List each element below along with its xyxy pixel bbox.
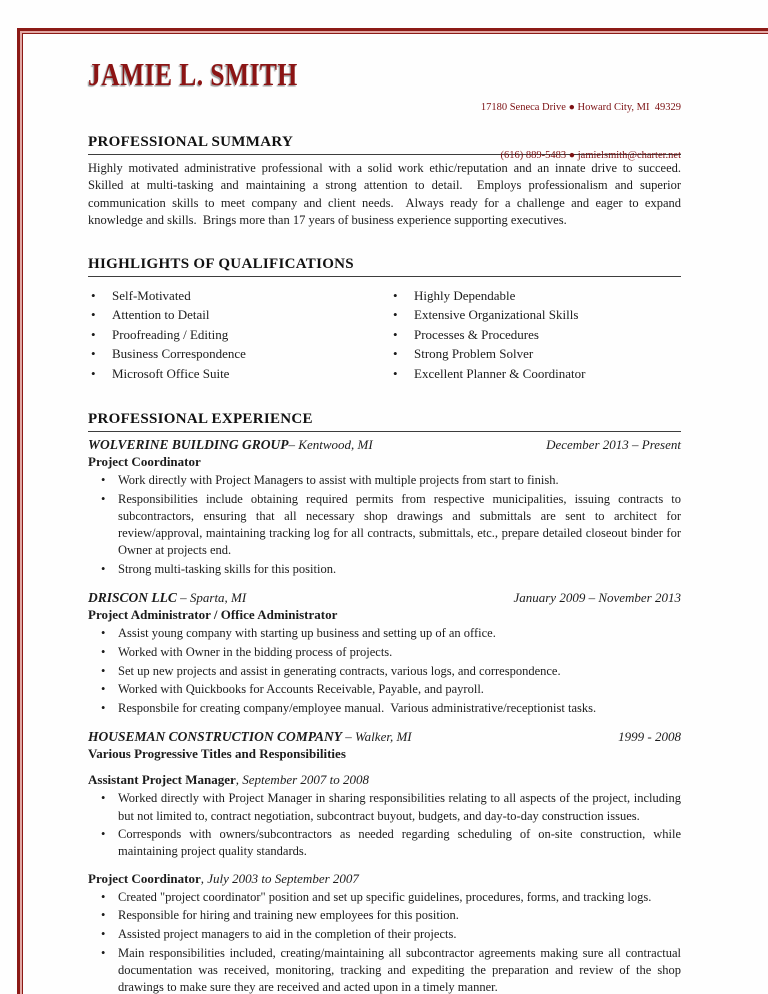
role-assistant-project-manager bbox=[88, 771, 685, 860]
qualification-item: • Strong Problem Solver bbox=[390, 344, 681, 364]
bullet-item: • Worked with Owner in the bidding process of projects. bbox=[88, 644, 681, 661]
bullet-item: • Assist young company with starting up business and setting up of an office. bbox=[88, 625, 681, 642]
company-name: HOUSEMAN CONSTRUCTION COMPANY bbox=[88, 729, 343, 745]
bullet-item: • Strong multi-tasking skills for this position. bbox=[88, 561, 681, 578]
bullet-item: • Main responsibilities included, creating/maintaining all subcontractor agreements making sure all contractual documentation was received, monitoring, tracking and expediting the preparation and review of the shop drawings to make sure they are received and acted upon in a timely manner. bbox=[88, 945, 681, 994]
job-title: Various Progressive Titles and Responsibilities bbox=[88, 746, 346, 762]
bullet-item: • Worked with Quickbooks for Accounts Receivable, Payable, and payroll. bbox=[88, 681, 681, 698]
qualification-item: • Microsoft Office Suite bbox=[88, 364, 390, 384]
bullet-item: • Responsible for hiring and training new employees for this position. bbox=[88, 907, 681, 924]
bullet-item: • Worked directly with Project Manager in sharing responsibilities relating to all aspects of the project, including but not limited to, contract negotiation, subcontract buyout, budgets, and day-to-day construction issues. bbox=[88, 790, 681, 824]
qualification-item: • Highly Dependable bbox=[390, 286, 681, 306]
job-header-line bbox=[88, 728, 681, 745]
qualifications-right-list bbox=[390, 286, 681, 384]
experience-heading: PROFESSIONAL EXPERIENCE bbox=[88, 411, 681, 432]
job-bullet-list bbox=[88, 472, 685, 578]
job-title: Project Administrator / Office Administrator bbox=[88, 607, 338, 623]
company-name: WOLVERINE BUILDING GROUP bbox=[88, 437, 289, 453]
company-location: – Sparta, MI bbox=[176, 590, 247, 606]
person-name: JAMIE L. SMITH bbox=[88, 56, 298, 92]
role-bullet-list bbox=[88, 889, 685, 994]
company-and-location bbox=[88, 436, 373, 453]
resume-content bbox=[88, 0, 688, 994]
job-bullet-list bbox=[88, 625, 681, 717]
bullet-item: • Set up new projects and assist in generating contracts, various logs, and correspondence. bbox=[88, 663, 681, 680]
company-name: DRISCON LLC bbox=[88, 590, 177, 606]
qualifications-columns bbox=[88, 286, 681, 384]
role-title: Project Coordinator bbox=[88, 870, 201, 886]
job-title: Project Coordinator bbox=[88, 454, 201, 470]
summary-heading: PROFESSIONAL SUMMARY bbox=[88, 134, 681, 155]
bullet-item: • Responsbile for creating company/employee manual. Various administrative/receptionist tasks. bbox=[88, 700, 681, 717]
qualification-item: • Business Correspondence bbox=[88, 344, 390, 364]
role-project-coordinator bbox=[88, 870, 685, 994]
company-and-location bbox=[88, 589, 246, 606]
qualification-item: • Self-Motivated bbox=[88, 286, 390, 306]
bullet-item: • Corresponds with owners/subcontractors as needed regarding scheduling of on-site construction, while maintaining project quality standards. bbox=[88, 826, 681, 860]
qualifications-left-list bbox=[88, 286, 390, 384]
company-location: – Kentwood, MI bbox=[288, 437, 373, 453]
qualification-item: • Excellent Planner & Coordinator bbox=[390, 364, 681, 384]
company-and-location bbox=[88, 728, 412, 745]
job-houseman bbox=[88, 728, 685, 994]
role-header-line bbox=[88, 771, 681, 788]
section-qualifications bbox=[88, 256, 681, 384]
contact-address: 17180 Seneca Drive ● Howard City, MI 49329 bbox=[480, 102, 681, 113]
job-header-line bbox=[88, 436, 681, 453]
job-header-line bbox=[88, 589, 681, 606]
bullet-item: • Work directly with Project Managers to assist with multiple projects from start to finish. bbox=[88, 472, 681, 489]
role-title: Assistant Project Manager bbox=[88, 772, 236, 788]
qualifications-heading: HIGHLIGHTS OF QUALIFICATIONS bbox=[88, 256, 681, 277]
qualification-item: • Processes & Procedures bbox=[390, 325, 681, 345]
role-dates: , September 2007 to 2008 bbox=[235, 772, 370, 788]
job-dates: January 2009 – November 2013 bbox=[513, 590, 681, 606]
company-location: – Walker, MI bbox=[342, 729, 412, 745]
bullet-item: • Responsibilities include obtaining required permits from respective municipalities, issuing contracts to subcontractors, ensuring that all necessary shop drawings and submittals are sent to architect for review/approval, maintaining tracking log for all contracts, submittals, etc., prepare detailed closeout binder for Owner at projects end. bbox=[88, 491, 681, 560]
summary-text: Highly motivated administrative professional with a solid work ethic/reputation and an innate drive to succeed. Skilled at multi-tasking and maintaining a strong attention to detail. Employs professionalism and superior communication skills to meet company and client needs. Always ready for a challenge and eager to expand knowledge and skills. Brings more than 17 years of business experience supporting executives. bbox=[88, 161, 688, 228]
qualification-item: • Attention to Detail bbox=[88, 305, 390, 325]
job-wolverine bbox=[88, 436, 685, 578]
contact-phone-email: (616) 889-5483 ● jamielsmith@charter.net bbox=[500, 150, 681, 161]
qualification-item: • Extensive Organizational Skills bbox=[390, 305, 681, 325]
bullet-item: • Assisted project managers to aid in the completion of their projects. bbox=[88, 926, 681, 943]
role-bullet-list bbox=[88, 790, 685, 860]
role-dates: , July 2003 to September 2007 bbox=[200, 870, 359, 886]
job-driscon bbox=[88, 589, 681, 717]
bullet-item: • Created "project coordinator" position and set up specific guidelines, procedures, forms, and tracking logs. bbox=[88, 889, 681, 906]
job-dates: December 2013 – Present bbox=[546, 437, 681, 453]
role-header-line bbox=[88, 870, 681, 887]
section-professional-experience bbox=[88, 411, 685, 994]
job-dates: 1999 - 2008 bbox=[618, 729, 681, 745]
qualification-item: • Proofreading / Editing bbox=[88, 325, 390, 345]
